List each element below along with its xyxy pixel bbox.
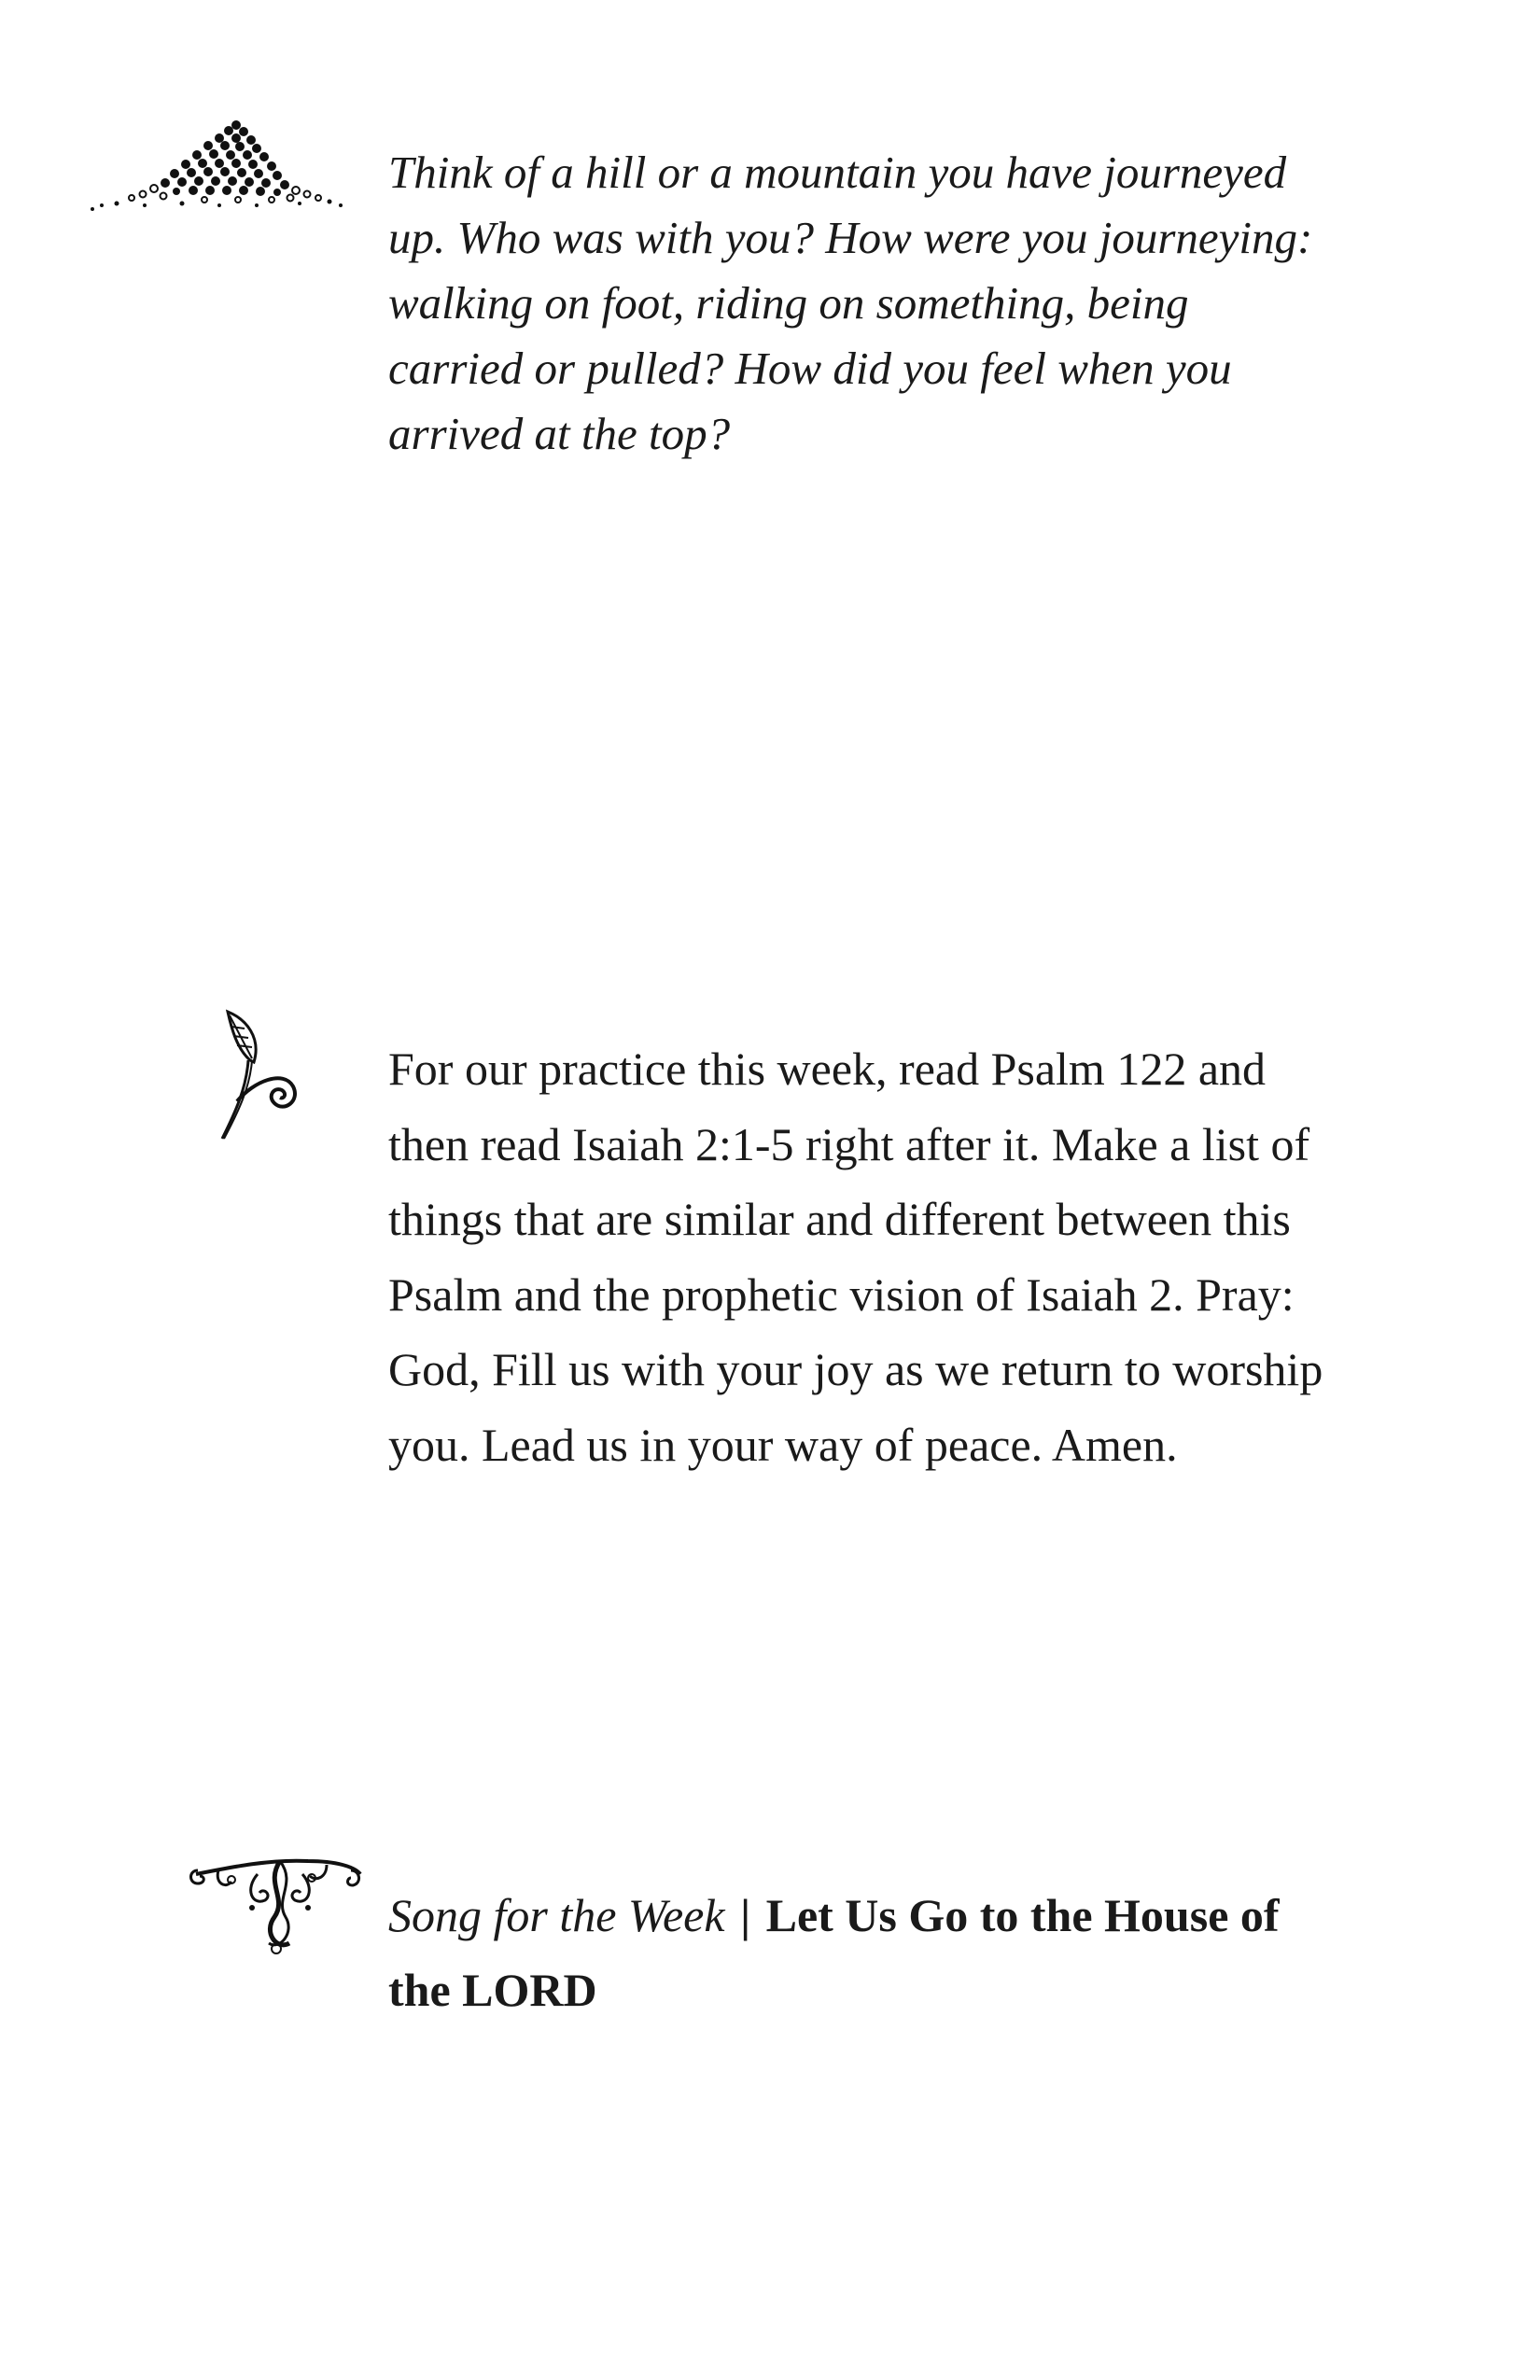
song-separator: | [740,1889,751,1941]
song-title: Let Us Go to the House of the LORD [388,1889,1280,2016]
leaf-sprout-icon [217,1008,301,1143]
vine-flourish-icon [187,1846,364,1960]
song-label: Song for the Week [388,1889,725,1941]
reflection-prompt: Think of a hill or a mountain you have journeyed up. Who was with you? How were you journeying: walking on foot, riding on something, being carried or pulled? How did you feel when you arrived at the top? [388,147,1313,459]
practice-text: For our practice this week, read Psalm 122 and then read Isaiah 2:1-5 right after it. Make a list of things that are similar and different between this Psalm and the prophetic vision of Isaiah 2. Pray: God, Fill us with your joy as we return to worship you. Lead us in your way of peace. Amen. [388,1043,1323,1471]
mountain-dots-icon [89,114,350,218]
song-for-the-week [388,1878,1331,2027]
